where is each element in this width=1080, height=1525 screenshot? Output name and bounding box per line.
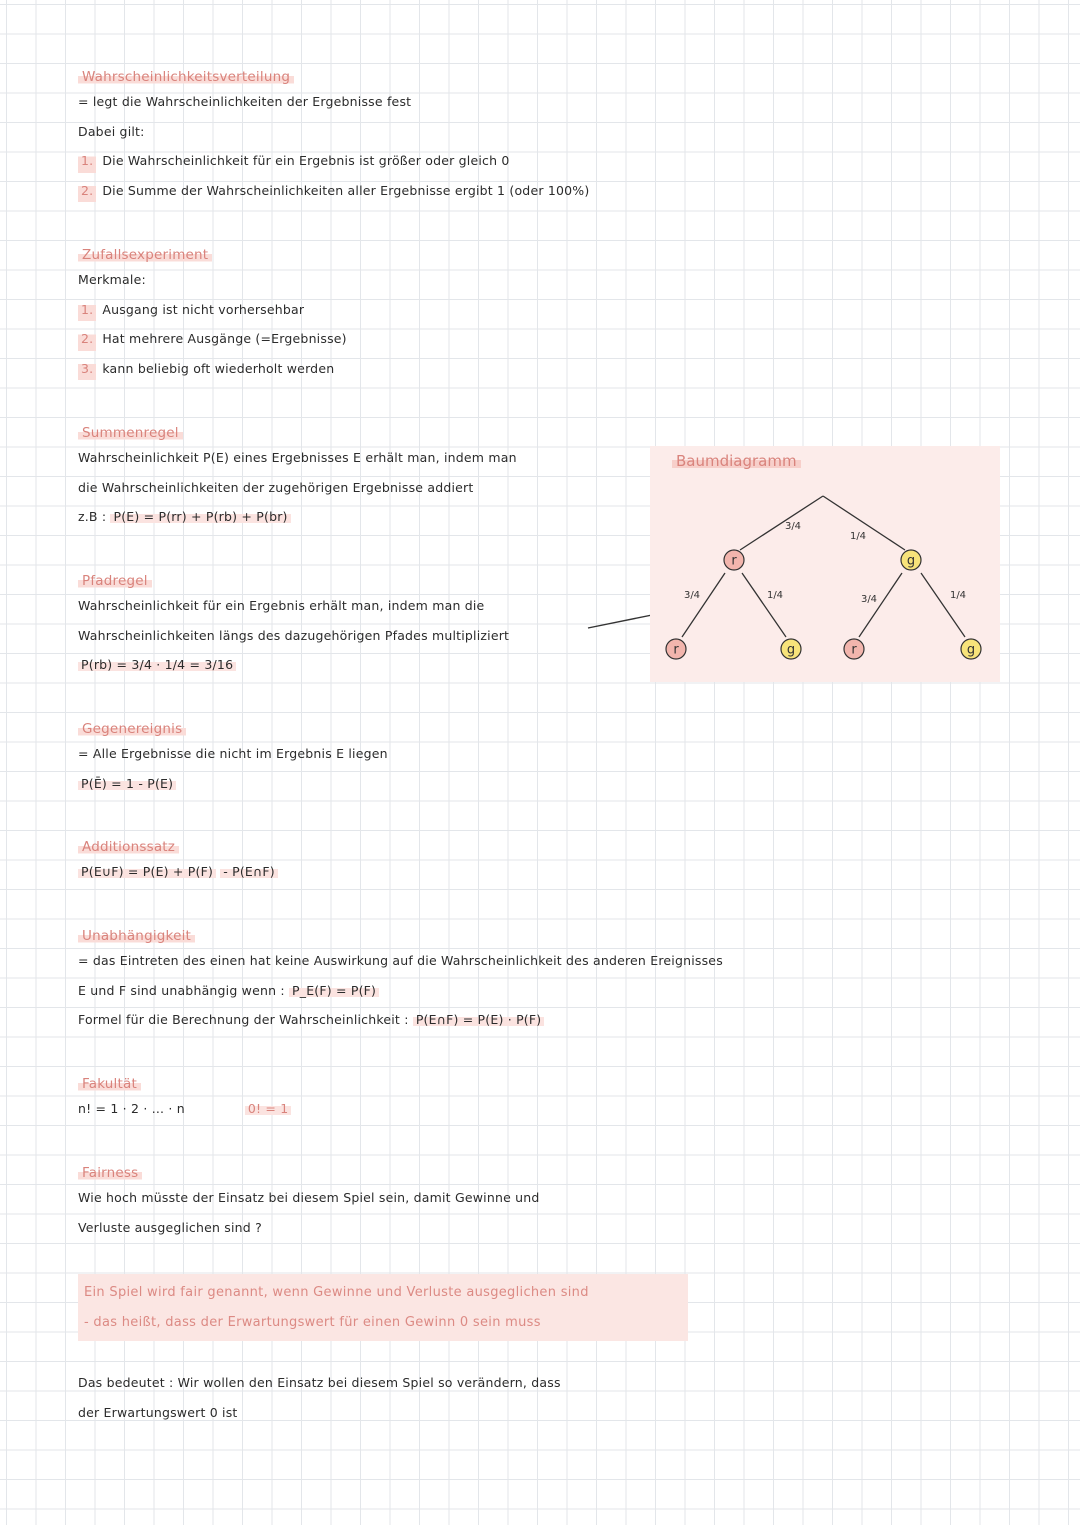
line3-prefix: Formel für die Berechnung der Wahrscheinlichkeit : — [78, 1012, 409, 1027]
unabhaengigkeit-condition: P_E(F) = P(F) — [289, 983, 379, 998]
heading-summenregel: Summenregel — [78, 425, 183, 441]
intro-text: Dabei gilt: — [78, 123, 145, 139]
summenregel-formula: P(E) = P(rr) + P(rb) + P(br) — [110, 509, 290, 524]
heading-wahrscheinlichkeitsverteilung: Wahrscheinlichkeitsverteilung — [78, 69, 294, 85]
gegenereignis-definition: = Alle Ergebnisse die nicht im Ergebnis E liegen — [78, 746, 388, 761]
section-wahrscheinlichkeitsverteilung — [78, 66, 718, 205]
merkmal-text: Ausgang ist nicht vorhersehbar — [102, 301, 305, 317]
branch-right-left — [859, 573, 902, 637]
merkmal-number: 2. — [78, 324, 96, 354]
merkmal-item — [78, 354, 718, 384]
prob-rl: 3/4 — [860, 594, 878, 605]
heading-fairness: Fairness — [78, 1165, 142, 1181]
pfadregel-line2: Wahrscheinlichkeiten längs des dazugehörigen Pfades multipliziert — [78, 627, 510, 643]
merkmal-item — [78, 295, 718, 325]
unabhaengigkeit-line1: = das Eintreten des einen hat keine Auswirkung auf die Wahrscheinlichkeit des anderen Ereignisses — [78, 953, 723, 968]
merkmal-text: kann beliebig oft wiederholt werden — [102, 360, 335, 376]
prob-top-right-value: 1/4 — [849, 531, 867, 542]
merkmal-number: 3. — [78, 354, 96, 384]
pfadregel-example — [78, 650, 718, 680]
merkmal-item — [78, 324, 718, 354]
section-additionssatz — [78, 836, 718, 887]
rule-number: 2. — [78, 176, 96, 206]
section-summenregel — [78, 422, 718, 532]
fairness-conclusion2: der Erwartungswert 0 ist — [78, 1404, 238, 1420]
section-fakultaet — [78, 1073, 718, 1124]
section-gegenereignis — [78, 718, 718, 798]
fairness-question1: Wie hoch müsste der Einsatz bei diesem Spiel sein, damit Gewinne und — [78, 1190, 540, 1205]
tree-diagram — [650, 446, 1000, 682]
prob-lr: 1/4 — [766, 590, 784, 601]
merkmale-intro: Merkmale: — [78, 272, 146, 287]
branch-left-left — [682, 573, 725, 637]
prob-top-left-numerator: 3/4 — [784, 521, 802, 532]
branch-left-right — [742, 573, 786, 637]
merkmal-text: Hat mehrere Ausgänge (=Ergebnisse) — [102, 331, 347, 346]
section-zufallsexperiment — [78, 244, 718, 383]
additionssatz-formula-a: P(E∪F) = P(E) + P(F) — [78, 864, 216, 879]
heading-additionssatz: Additionssatz — [78, 839, 179, 855]
heading-zufallsexperiment: Zufallsexperiment — [78, 247, 212, 263]
fairness-note — [78, 1274, 688, 1341]
heading-pfadregel: Pfadregel — [78, 573, 152, 589]
rule-text: Die Wahrscheinlichkeit für ein Ergebnis ist größer oder gleich 0 — [102, 153, 510, 168]
node-left-label: r — [731, 553, 737, 569]
branch-right-right — [921, 573, 965, 637]
fakultaet-formula: n! = 1 · 2 · ... · n — [78, 1101, 185, 1116]
branch-root-left — [740, 496, 823, 550]
additionssatz-formula-b: - P(E∩F) — [220, 864, 278, 879]
rule-item — [78, 176, 718, 206]
summenregel-example — [78, 502, 718, 532]
prob-top-left — [785, 521, 801, 532]
additionssatz-formula-line — [78, 857, 718, 887]
leaf-label: r — [673, 642, 679, 658]
prob-top-right — [850, 531, 866, 542]
heading-gegenereignis: Gegenereignis — [78, 721, 186, 737]
unabhaengigkeit-line3 — [78, 1005, 978, 1035]
summenregel-line1: Wahrscheinlichkeit P(E) eines Ergebnisses E erhält man, indem man — [78, 450, 517, 465]
gegenereignis-formula-line — [78, 769, 718, 799]
section-fairness — [78, 1162, 718, 1242]
fairness-note-line1: Ein Spiel wird fair genannt, wenn Gewinne und Verluste ausgeglichen sind — [84, 1285, 589, 1300]
unabhaengigkeit-line2 — [78, 976, 978, 1006]
prob-rr: 1/4 — [949, 590, 967, 601]
leaf-label: r — [851, 642, 857, 658]
node-right-label: g — [906, 553, 916, 569]
rule-item — [78, 146, 718, 176]
definition-text: = legt die Wahrscheinlichkeiten der Ergebnisse fest — [78, 94, 412, 109]
section-unabhaengigkeit — [78, 925, 978, 1035]
merkmal-number: 1. — [78, 295, 96, 325]
fakultaet-formula-line — [78, 1094, 718, 1124]
heading-unabhaengigkeit: Unabhängigkeit — [78, 928, 195, 944]
summenregel-line2: die Wahrscheinlichkeiten der zugehörigen Ergebnisse addiert — [78, 479, 474, 495]
baumdiagramm — [650, 446, 1000, 682]
unabhaengigkeit-formula: P(E∩F) = P(E) · P(F) — [413, 1012, 545, 1027]
fairness-note-line2: - das heißt, dass der Erwartungswert für einen Gewinn 0 sein muss — [84, 1314, 541, 1330]
leaf-label: g — [786, 642, 796, 658]
fairness-conclusion1: Das bedeutet : Wir wollen den Einsatz bei diesem Spiel so verändern, dass — [78, 1375, 561, 1390]
gegenereignis-formula: P(Ē) = 1 - P(E) — [78, 776, 176, 791]
rule-text: Die Summe der Wahrscheinlichkeiten aller Ergebnisse ergibt 1 (oder 100%) — [102, 182, 590, 198]
leaf-label: g — [966, 642, 976, 658]
section-fairness-conclusion — [78, 1368, 718, 1427]
baumdiagramm-title: Baumdiagramm — [672, 452, 801, 470]
line2-prefix: E und F sind unabhängig wenn : — [78, 982, 285, 998]
pfadregel-formula: P(rb) = 3/4 · 1/4 = 3/16 — [78, 657, 236, 672]
example-prefix: z.B : — [78, 509, 107, 524]
heading-fakultaet: Fakultät — [78, 1076, 141, 1092]
prob-ll: 3/4 — [683, 590, 701, 601]
fakultaet-zero: 0! = 1 — [245, 1101, 292, 1116]
pfadregel-line1: Wahrscheinlichkeit für ein Ergebnis erhält man, indem man die — [78, 598, 485, 613]
fairness-question2: Verluste ausgeglichen sind ? — [78, 1219, 262, 1235]
rule-number: 1. — [78, 146, 96, 176]
